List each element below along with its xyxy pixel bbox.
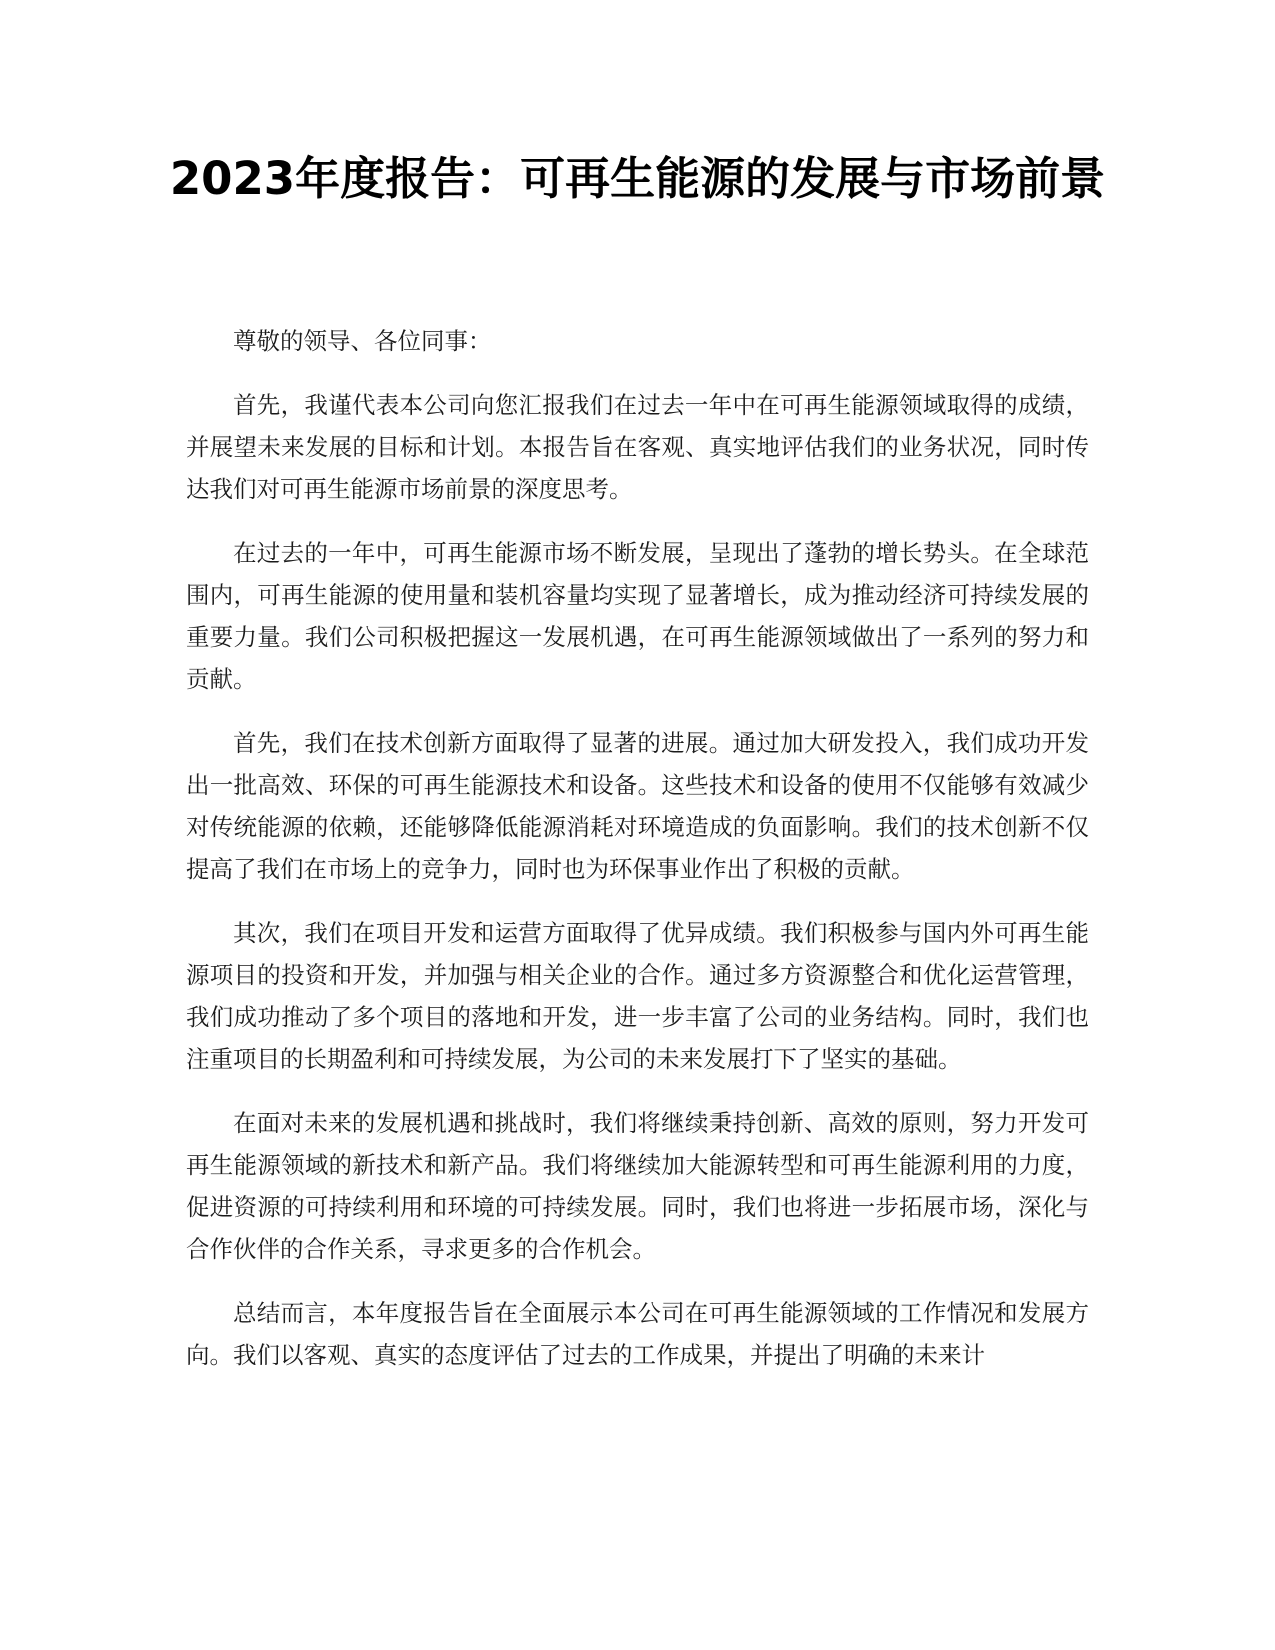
paragraph-intro: 首先，我谨代表本公司向您汇报我们在过去一年中在可再生能源领域取得的成绩，并展望未来发展的目标和计划。本报告旨在客观、真实地评估我们的业务状况，同时传达我们对可再生能源市场前景的深度思考。 [186,391,1089,503]
paragraph-technology: 首先，我们在技术创新方面取得了显著的进展。通过加大研发投入，我们成功开发出一批高效、环保的可再生能源技术和设备。这些技术和设备的使用不仅能够有效减少对传统能源的依赖，还能够降低能源消耗对环境造成的负面影响。我们的技术创新不仅提高了我们在市场上的竞争力，同时也为环保事业作出了积极的贡献。 [186,729,1089,883]
document-title: 2023年度报告：可再生能源的发展与市场前景 [169,152,1106,205]
paragraph-market-review: 在过去的一年中，可再生能源市场不断发展，呈现出了蓬勃的增长势头。在全球范围内，可再生能源的使用量和装机容量均实现了显著增长，成为推动经济可持续发展的重要力量。我们公司积极把握这一发展机遇，在可再生能源领域做出了一系列的努力和贡献。 [186,539,1089,693]
salutation: 尊敬的领导、各位同事： [233,327,492,355]
paragraph-projects: 其次，我们在项目开发和运营方面取得了优异成绩。我们积极参与国内外可再生能源项目的投资和开发，并加强与相关企业的合作。通过多方资源整合和优化运营管理，我们成功推动了多个项目的落地和开发，进一步丰富了公司的业务结构。同时，我们也注重项目的长期盈利和可持续发展，为公司的未来发展打下了坚实的基础。 [186,919,1089,1073]
paragraph-summary: 总结而言，本年度报告旨在全面展示本公司在可再生能源领域的工作情况和发展方向。我们以客观、真实的态度评估了过去的工作成果，并提出了明确的未来计 [186,1299,1089,1369]
document-body [186,320,1089,1398]
paragraph-outlook: 在面对未来的发展机遇和挑战时，我们将继续秉持创新、高效的原则，努力开发可再生能源领域的新技术和新产品。我们将继续加大能源转型和可再生能源利用的力度，促进资源的可持续利用和环境的可持续发展。同时，我们也将进一步拓展市场，深化与合作伙伴的合作关系，寻求更多的合作机会。 [186,1109,1089,1263]
